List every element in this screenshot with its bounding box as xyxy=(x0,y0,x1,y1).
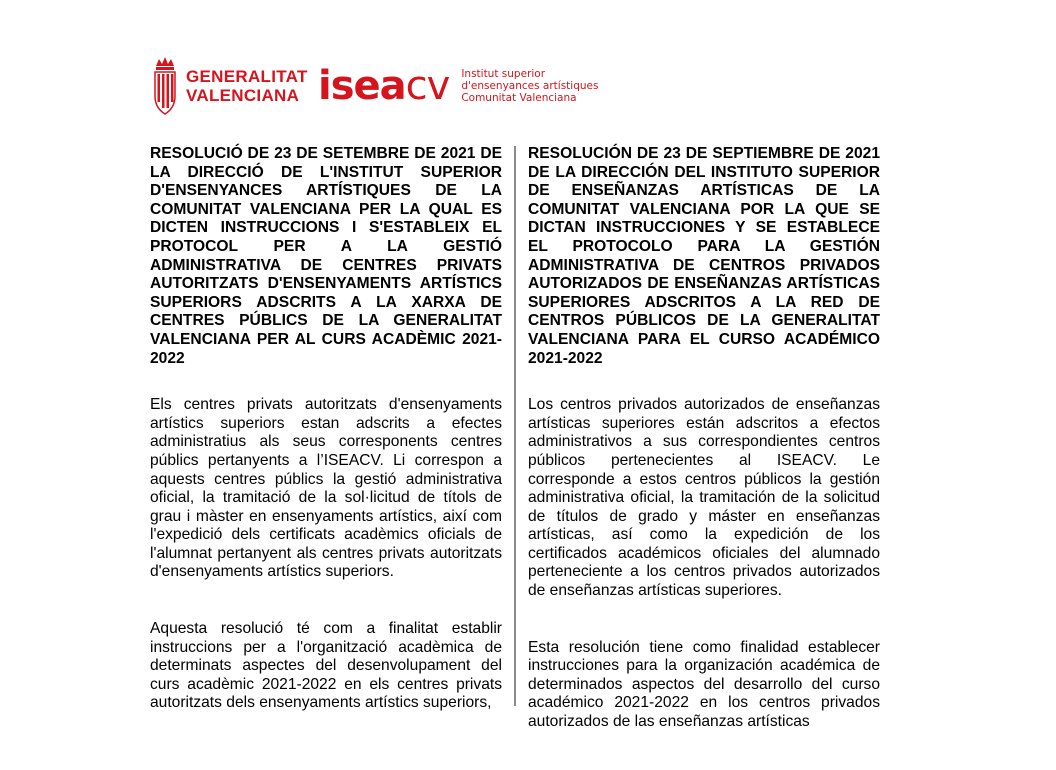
spanish-paragraph-1: Los centros privados autorizados de enseñanzas artísticas superiores están adscritos a efectos administrativos a sus correspondientes centros públicos pertenecientes al ISEACV. Le corresponde a estos centros públicos la gestión administrativa oficial, la tramitación de la solicitud de títulos de grado y máster en enseñanzas artísticas, así como la expedición de los certificados académicos oficiales del alumnado perteneciente a los centros privados autorizados de enseñanzas artísticas superiores. xyxy=(528,396,880,600)
valencian-column xyxy=(150,145,502,751)
iseacv-logo xyxy=(318,64,598,108)
generalitat-valenciana-logo xyxy=(150,56,308,116)
spanish-paragraph-2: Esta resolución tiene como finalidad establecer instrucciones para la organización académica de determinados aspectos del desarrollo del curso académico 2021-2022 en los centros privados autorizados de las enseñanzas artísticas xyxy=(528,638,880,731)
iseacv-sub-line3: Comunitat Valenciana xyxy=(461,92,577,104)
iseacv-sub-line1: Institut superior xyxy=(461,68,546,80)
iseacv-subtitle xyxy=(461,68,598,104)
gv-line1: GENERALITAT xyxy=(186,67,308,86)
iseacv-wordmark xyxy=(318,64,449,108)
iseacv-word-bold: cv xyxy=(405,63,450,109)
column-divider xyxy=(514,146,516,706)
iseacv-word-thin: isea xyxy=(318,63,406,109)
valencian-paragraph-1: Els centres privats autoritzats d'ensenyaments artístics superiors estan adscrits a efectes administratius als seus corresponents centres públics pertanyents a l’ISEACV. Li correspon a aquests centres públics la gestió administrativa oficial, la tramitació de la sol·licitud de títols de grau i màster en ensenyaments artístics, així com l'expedició dels certificats acadèmics oficials de l'alumnat pertanyent als centres privats autoritzats d'ensenyaments artístics superiors. xyxy=(150,396,502,581)
document-header xyxy=(150,56,600,120)
gv-line2: VALENCIANA xyxy=(186,86,300,105)
valencian-paragraph-2: Aquesta resolució té com a finalitat establir instruccions per a l'organització acadèmica de determinats aspectes del desenvolupament del curs acadèmic 2021-2022 en els centres privats autoritzats dels ensenyaments artístics superiors, xyxy=(150,620,502,712)
spanish-column xyxy=(528,145,880,770)
valencian-title: RESOLUCIÓ DE 23 DE SETEMBRE DE 2021 DE LA DIRECCIÓ DE L'INSTITUT SUPERIOR D'ENSENYANCES ARTÍSTIQUES DE LA COMUNITAT VALENCIANA PER LA QUAL ES DICTEN INSTRUCCIONS I S'ESTABLEIX EL PROTOCOL PER A LA GESTIÓ ADMINISTRATIVA DE CENTRES PRIVATS AUTORITZATS D'ENSENYAMENTS ARTÍSTICS SUPERIORS ADSCRITS A LA XARXA DE CENTRES PÚBLICS DE LA GENERALITAT VALENCIANA PER AL CURS ACADÈMIC 2021-2022 xyxy=(150,145,502,367)
spanish-title: RESOLUCIÓN DE 23 DE SEPTIEMBRE DE 2021 DE LA DIRECCIÓN DEL INSTITUTO SUPERIOR DE ENSEÑANZAS ARTÍSTICAS DE LA COMUNITAT VALENCIANA POR LA QUE SE DICTAN INSTRUCCIONES Y SE ESTABLECE EL PROTOCOLO PARA LA GESTIÓN ADMINISTRATIVA DE CENTROS PRIVADOS AUTORIZADOS DE ENSEÑANZAS ARTÍSTICAS SUPERIORES ADSCRITOS A LA RED DE CENTROS PÚBLICOS DE LA GENERALITAT VALENCIANA PARA EL CURSO ACADÉMICO 2021-2022 xyxy=(528,145,880,367)
iseacv-sub-line2: d'ensenyances artístiques xyxy=(461,80,599,92)
senyera-emblem-icon xyxy=(150,56,180,116)
generalitat-valenciana-wordmark xyxy=(186,67,308,105)
